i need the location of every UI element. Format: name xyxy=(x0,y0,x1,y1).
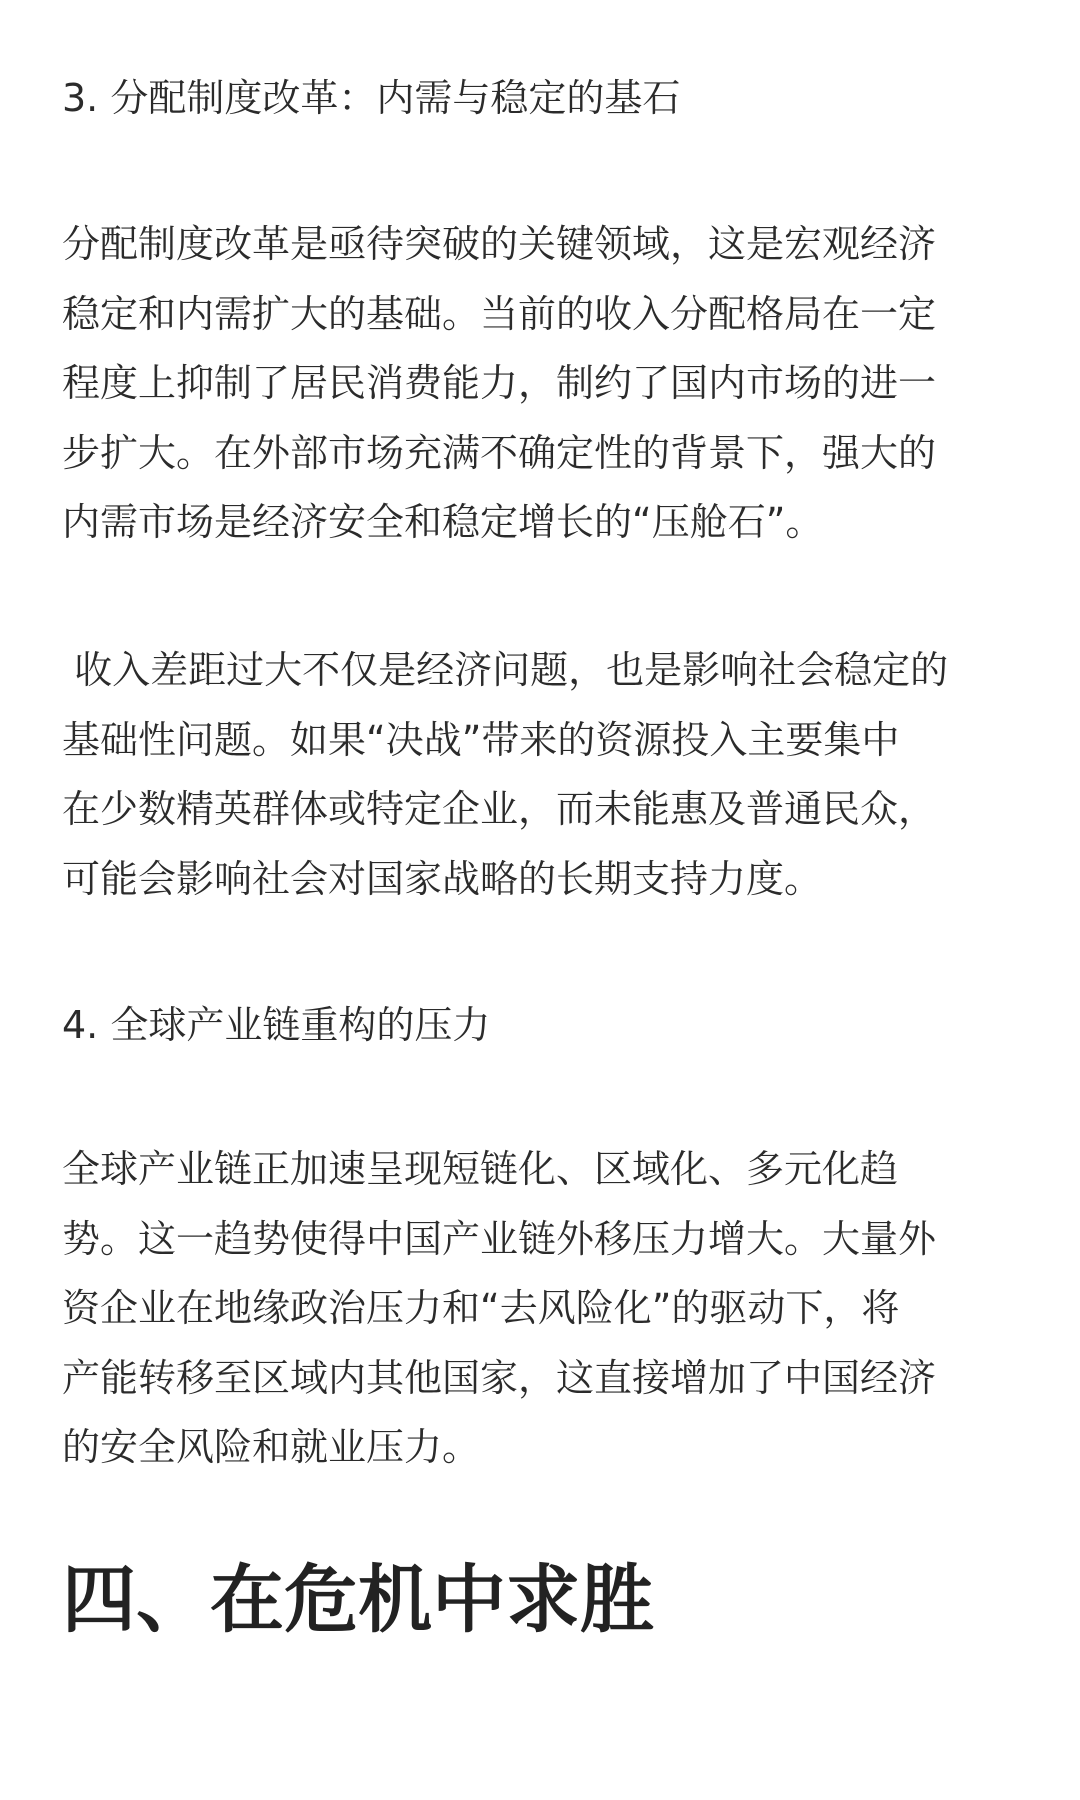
paragraph-line: 分配制度改革是亟待突破的关键领域，这是宏观经济 xyxy=(62,222,937,266)
paragraph-line: 的安全风险和就业压力。 xyxy=(62,1425,481,1469)
paragraph-line: 资企业在地缘政治压力和“去风险化”的驱动下，将 xyxy=(62,1286,900,1330)
paragraph-line: 在少数精英群体或特定企业，而未能惠及普通民众， xyxy=(62,787,937,831)
paragraph-line: 可能会影响社会对国家战略的长期支持力度。 xyxy=(62,856,823,901)
paragraph-line: 全球产业链正加速呈现短链化、区域化、多元化趋 xyxy=(62,1147,899,1191)
paragraph-line: 收入差距过大不仅是经济问题，也是影响社会稳定的 xyxy=(62,648,949,692)
paragraph-income-gap xyxy=(62,636,948,914)
paragraph-line: 势。这一趋势使得中国产业链外移压力增大。大量外 xyxy=(62,1216,937,1261)
subheading-distribution-reform: 3. 分配制度改革：内需与稳定的基石 xyxy=(62,76,681,120)
paragraph-line: 内需市场是经济安全和稳定增长的“压舱石”。 xyxy=(62,500,824,544)
paragraph-line: 基础性问题。如果“决战”带来的资源投入主要集中 xyxy=(62,717,900,762)
paragraph-line: 产能转移至区域内其他国家，这直接增加了中国经济 xyxy=(62,1355,937,1400)
section-heading: 四、在危机中求胜 xyxy=(62,1557,654,1643)
paragraph-line: 程度上抑制了居民消费能力，制约了国内市场的进一 xyxy=(62,361,937,405)
paragraph-distribution-reform xyxy=(62,210,936,558)
subheading-supply-chain: 4. 全球产业链重构的压力 xyxy=(62,1003,491,1047)
paragraph-line: 稳定和内需扩大的基础。当前的收入分配格局在一定 xyxy=(62,291,937,336)
paragraph-line: 步扩大。在外部市场充满不确定性的背景下，强大的 xyxy=(62,430,937,475)
paragraph-supply-chain xyxy=(62,1135,936,1483)
